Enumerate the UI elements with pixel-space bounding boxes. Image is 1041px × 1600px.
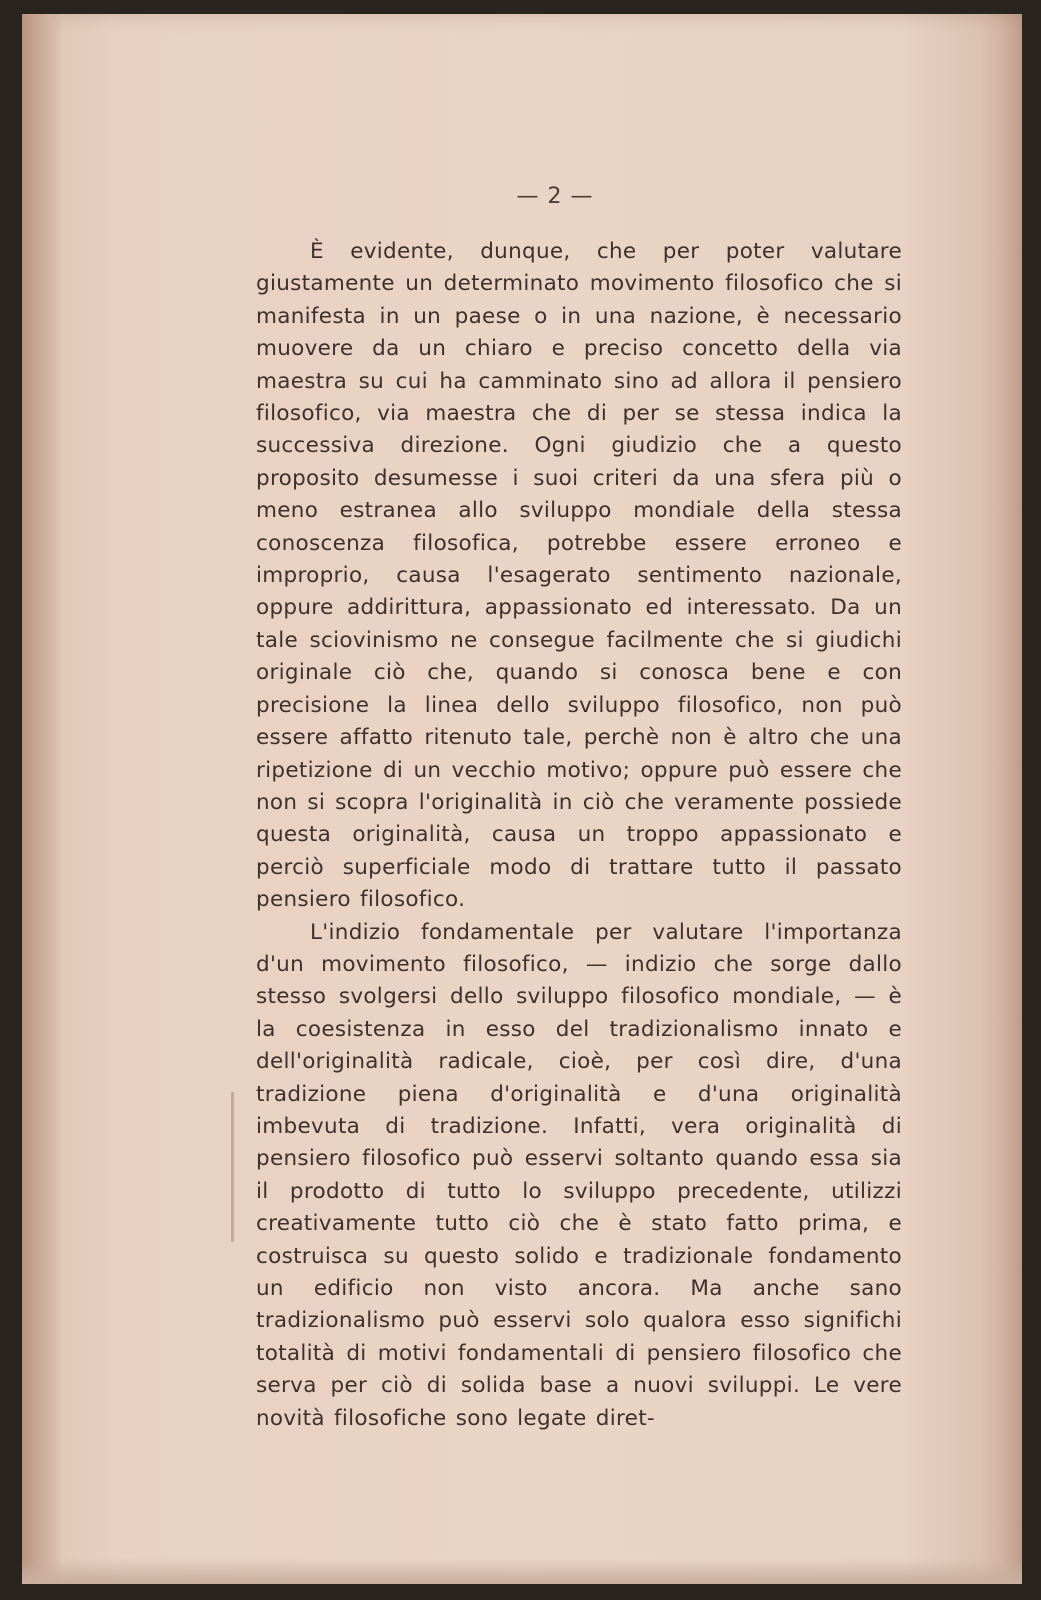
- page-number: — 2 —: [516, 184, 594, 209]
- body-text: [256, 236, 902, 1435]
- page-bottom-edge: [22, 1558, 1022, 1584]
- paragraph-1: È evidente, dunque, che per poter valutare giustamente un determinato movimento filosofico che si manifesta in un paese o in una nazione, è necessario muovere da un chiaro e preciso concetto della via maestra su cui ha camminato sino ad allora il pensiero filosofico, via maestra che di per se stessa indica la successiva direzione. Ogni giudizio che a questo proposito desumesse i suoi criteri da una sfera più o meno estranea allo sviluppo mondiale della stessa conoscenza filosofica, potrebbe essere erroneo e improprio, causa l'esagerato sentimento nazionale, oppure addirittura, appassionato ed interessato. Da un tale sciovinismo ne consegue facilmente che si giudichi originale ciò che, quando si conosca bene e con precisione la linea dello sviluppo filosofico, non può essere affatto ritenuto tale, perchè non è altro che una ripetizione di un vecchio motivo; oppure può essere che non si scopra l'originalità in ciò che veramente possiede questa originalità, causa un troppo appassionato e perciò superficiale modo di trattare tutto il passato pensiero filosofico.: [256, 239, 902, 913]
- page-binding-edge: [22, 14, 62, 1584]
- paragraph-2: L'indizio fondamentale per valutare l'importanza d'un movimento filosofico, — indizio che sorge dallo stesso svolgersi dello sviluppo filosofico mondiale, — è la coesistenza in esso del tradizionalismo innato e dell'originalità radicale, cioè, per così dire, d'una tradizione piena d'originalità e d'una originalità imbevuta di tradizione. Infatti, vera originalità di pensiero filosofico può esservi soltanto quando essa sia il prodotto di tutto lo sviluppo precedente, utilizzi creativamente tutto ciò che è stato fatto prima, e costruisca su questo solido e tradizionale fondamento un edificio non visto ancora. Ma anche sano tradizionalismo può esservi solo qualora esso significhi totalità di motivi fondamentali di pensiero filosofico che serva per ciò di solida base a nuovi sviluppi. Le vere novità filosofiche sono legate diret-: [256, 919, 902, 1431]
- margin-pencil-mark: [231, 1092, 234, 1242]
